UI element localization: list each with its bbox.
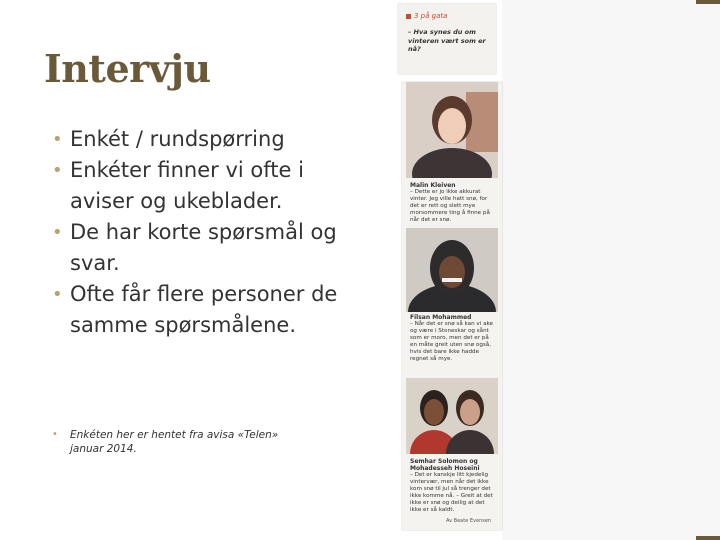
bullet-item: • Enkét / rundspørring — [52, 124, 352, 155]
person-caption — [410, 182, 496, 224]
bullet-item: • Enkéter finner vi ofte i aviser og ukeblader. — [52, 155, 352, 217]
bullet-item: • De har korte spørsmål og svar. — [52, 217, 352, 279]
newspaper-clipping — [402, 82, 502, 530]
bullet-icon: • — [52, 222, 63, 243]
accent-bar-top — [696, 0, 720, 4]
source-note — [52, 428, 312, 456]
person-caption — [410, 314, 496, 363]
person-photo — [406, 228, 498, 312]
person-photo — [406, 82, 498, 178]
byline: Av Beate Evensen — [446, 518, 492, 524]
person-caption — [410, 458, 496, 514]
slide-title: Intervju — [44, 46, 211, 91]
person-name: Malin Kleiven — [410, 182, 456, 189]
accent-bar-bottom — [696, 536, 720, 540]
bullet-list — [52, 124, 352, 341]
survey-question: – Hva synes du om vinteren vært som er nå? — [408, 28, 486, 53]
section-label: 3 på gata — [406, 12, 447, 20]
person-name: Semhar Solomon og Mohadesseh Hoseini — [410, 458, 480, 472]
person-quote: – Det er kanskje litt kjedelig vintervær, men når det ikke kom snø til jul så trenger det ikke komme nå. – Greit at det ikke er snø og deilig at det ikke er så kaldt. — [410, 472, 493, 513]
person-quote: – Dette er jo ikke akkurat vinter. Jeg ville hatt snø, for det er rett og slett mye morsommere ting å finne på når det er snø. — [410, 189, 490, 223]
bullet-icon: • — [52, 429, 58, 440]
person-name: Filsan Mohammed — [410, 314, 472, 321]
bullet-item: • Ofte får flere personer de samme spørsmålene. — [52, 279, 352, 341]
bullet-icon: • — [52, 129, 63, 150]
source-note-item: • Enkéten her er hentet fra avisa «Telen» januar 2014. — [52, 429, 279, 455]
person-quote: – Når det er snø så kan vi ake og være i Stoneskar og sånt som er moro, men det er på en måte greit uten snø også, hvis det bare ikke hadde regnet så mye. — [410, 321, 493, 362]
newspaper-clipping-header — [398, 4, 496, 74]
bullet-icon: • — [52, 160, 63, 181]
person-photo — [406, 378, 498, 454]
bullet-icon: • — [52, 284, 63, 305]
right-background-panel — [502, 0, 720, 540]
